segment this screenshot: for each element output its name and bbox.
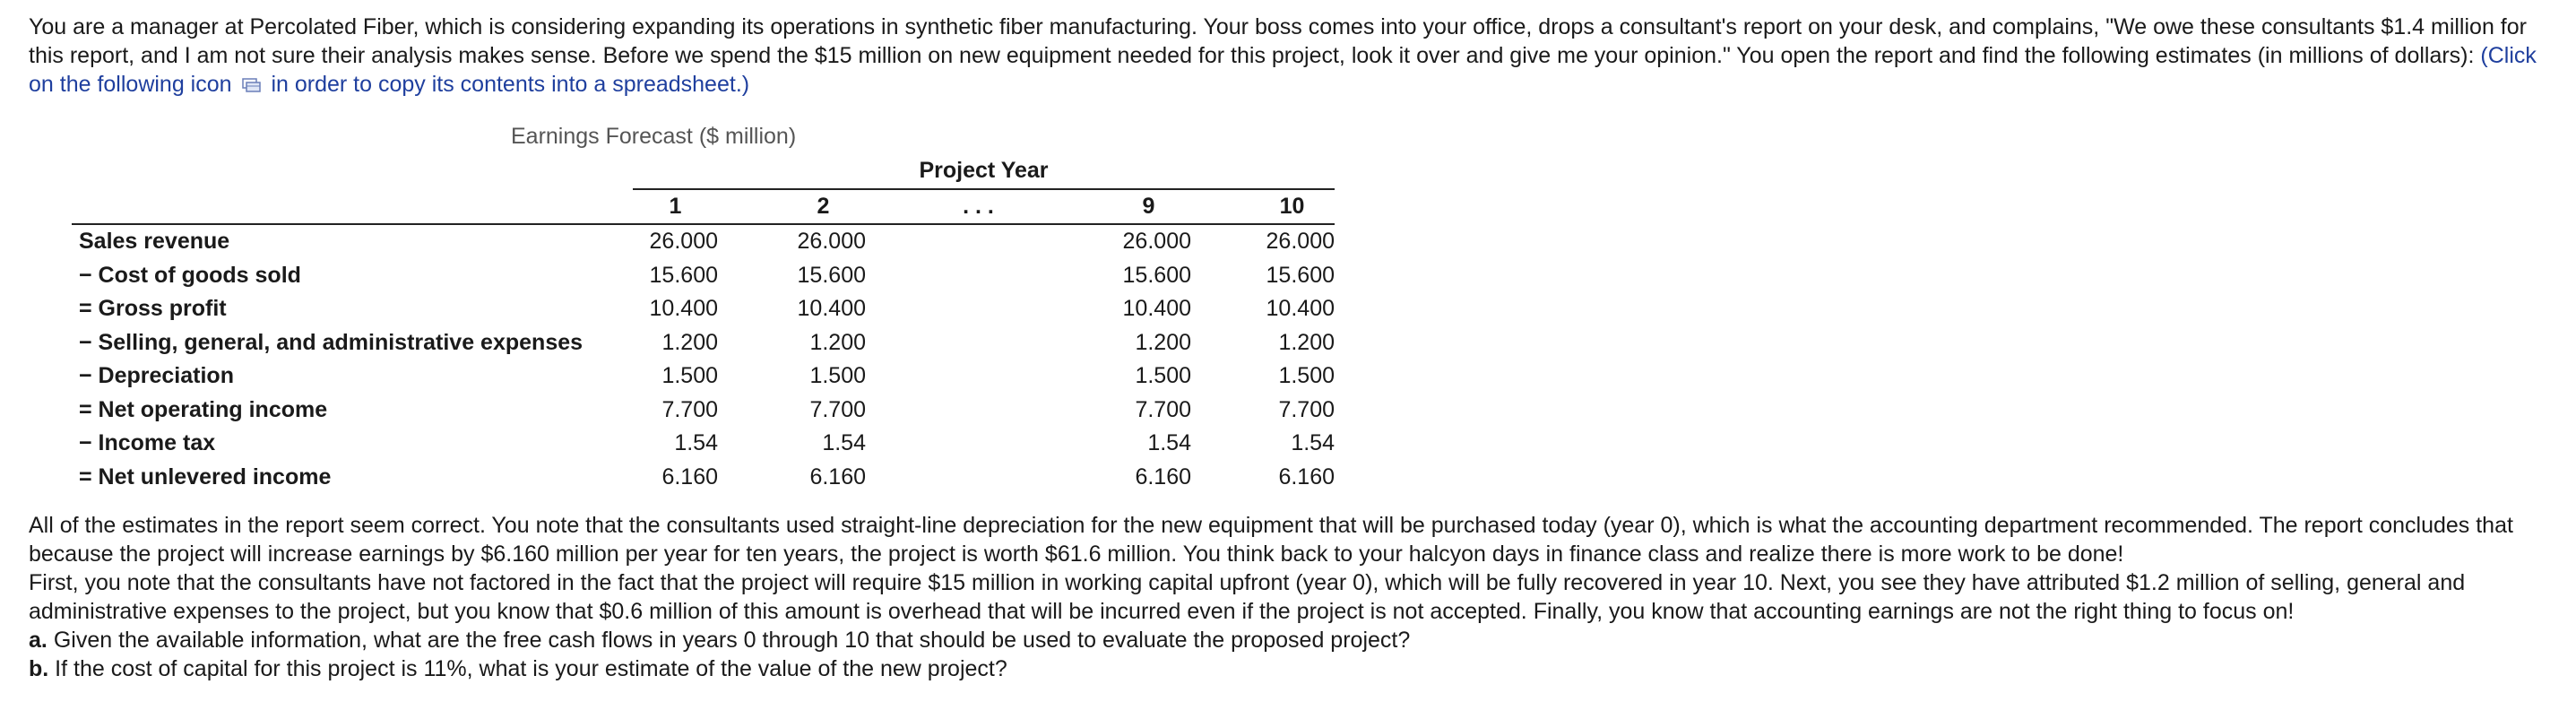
- value-year-2: 1.500: [809, 363, 866, 389]
- year-header-row: [72, 189, 1335, 225]
- value-year-1: 7.700: [661, 396, 718, 422]
- value-year-1: 6.160: [661, 463, 718, 489]
- value-year-9: 7.700: [1135, 396, 1191, 422]
- row-label: = Net unlevered income: [79, 463, 332, 489]
- row-label: Sales revenue: [72, 224, 633, 259]
- table-row: [72, 292, 1335, 326]
- row-label: = Gross profit: [79, 296, 227, 322]
- table-title: Earnings Forecast ($ million): [511, 124, 797, 149]
- table-row: [72, 224, 1335, 259]
- table-row: [72, 427, 1335, 461]
- value-year-2: 6.160: [809, 463, 866, 489]
- table-row: [72, 394, 1335, 428]
- table-row: [72, 259, 1335, 293]
- value-year-10: 26.000: [1249, 224, 1335, 259]
- paragraph-assessment: All of the estimates in the report seem correct. You note that the consultants used straight-line depreciation for the new equipment that will be purchased today (year 0), which is what the accounting department recommended. The report concludes that because the project will increase earnings by $6.160 million per year for ten years, the project is worth $61.6 million. You think back to your halcyon days in finance class and realize there is more work to be done!: [29, 513, 2513, 567]
- table-row: [72, 360, 1335, 394]
- value-year-9: 1.200: [1135, 329, 1191, 355]
- value-year-2: 1.200: [809, 329, 866, 355]
- value-year-1: 15.600: [649, 262, 718, 288]
- question-a-label: a.: [29, 628, 48, 653]
- question-a: [29, 626, 2547, 654]
- year-header: 1: [633, 189, 718, 225]
- value-year-9: 1.54: [1147, 430, 1191, 456]
- project-year-header: Project Year: [919, 158, 1049, 184]
- value-year-10: 7.700: [1278, 396, 1335, 422]
- question-b-label: b.: [29, 656, 49, 681]
- value-year-9: 26.000: [1106, 224, 1191, 259]
- question-b-text: If the cost of capital for this project is 11%, what is your estimate of the value of the new project?: [55, 656, 1007, 681]
- value-year-2: 15.600: [797, 262, 866, 288]
- year-header: 2: [781, 189, 866, 225]
- value-year-2: 26.000: [781, 224, 866, 259]
- value-year-10: 1.500: [1278, 363, 1335, 389]
- row-label: − Cost of goods sold: [79, 262, 301, 288]
- value-year-10: 10.400: [1266, 296, 1335, 322]
- value-year-1: 26.000: [633, 224, 718, 259]
- spreadsheet-copy-icon[interactable]: [242, 71, 262, 85]
- year-ellipsis: . . .: [922, 189, 1034, 225]
- group-header-row: [72, 154, 1335, 189]
- table-row: [72, 461, 1335, 495]
- row-label: = Net operating income: [79, 396, 328, 422]
- value-year-1: 1.200: [661, 329, 718, 355]
- paragraph-adjustments: First, you note that the consultants have not factored in the fact that the project will require $15 million in working capital upfront (year 0), which will be fully recovered in year 10. Next, you see they have attributed $1.2 million of selling, general and administrative expenses to the project, but you know that $0.6 million of this amount is overhead that will be incurred even if the project is not accepted. Finally, you know that accounting earnings are not the right thing to focus on!: [29, 570, 2466, 624]
- earnings-forecast-table: [72, 154, 1335, 494]
- value-year-10: 6.160: [1278, 463, 1335, 489]
- question-b: [29, 654, 2547, 683]
- row-label: − Selling, general, and administrative expenses: [79, 329, 583, 355]
- value-year-9: 6.160: [1135, 463, 1191, 489]
- question-a-text: Given the available information, what are the free cash flows in years 0 through 10 that should be used to evaluate the proposed project?: [53, 628, 1411, 653]
- value-year-1: 10.400: [649, 296, 718, 322]
- row-label: − Income tax: [79, 430, 216, 456]
- value-year-2: 10.400: [797, 296, 866, 322]
- discussion-text: [29, 511, 2547, 683]
- value-year-9: 10.400: [1122, 296, 1191, 322]
- value-year-10: 15.600: [1266, 262, 1335, 288]
- value-year-2: 7.700: [809, 396, 866, 422]
- intro-text: You are a manager at Percolated Fiber, which is considering expanding its operations in synthetic fiber manufacturing. Your boss comes into your office, drops a consultant's report on your desk, and complains, "We owe these consultants $1.4 million for this report, and I am not sure their analysis makes sense. Before we spend the $15 million on new equipment needed for this project, look it over and give me your opinion." You open the report and find the following estimates (in millions of dollars):: [29, 14, 2527, 68]
- value-year-9: 15.600: [1122, 262, 1191, 288]
- table-row: [72, 326, 1335, 360]
- value-year-9: 1.500: [1135, 363, 1191, 389]
- intro-paragraph: [29, 13, 2538, 99]
- copy-to-spreadsheet-link[interactable]: (Click on the following icon in order to copy its contents into a spreadsheet.): [29, 43, 2537, 97]
- value-year-10: 1.200: [1278, 329, 1335, 355]
- value-year-10: 1.54: [1291, 430, 1335, 456]
- value-year-1: 1.54: [674, 430, 718, 456]
- year-header: 10: [1249, 189, 1335, 225]
- value-year-1: 1.500: [661, 363, 718, 389]
- value-year-2: 1.54: [822, 430, 866, 456]
- row-label: − Depreciation: [79, 363, 234, 389]
- year-header: 9: [1106, 189, 1191, 225]
